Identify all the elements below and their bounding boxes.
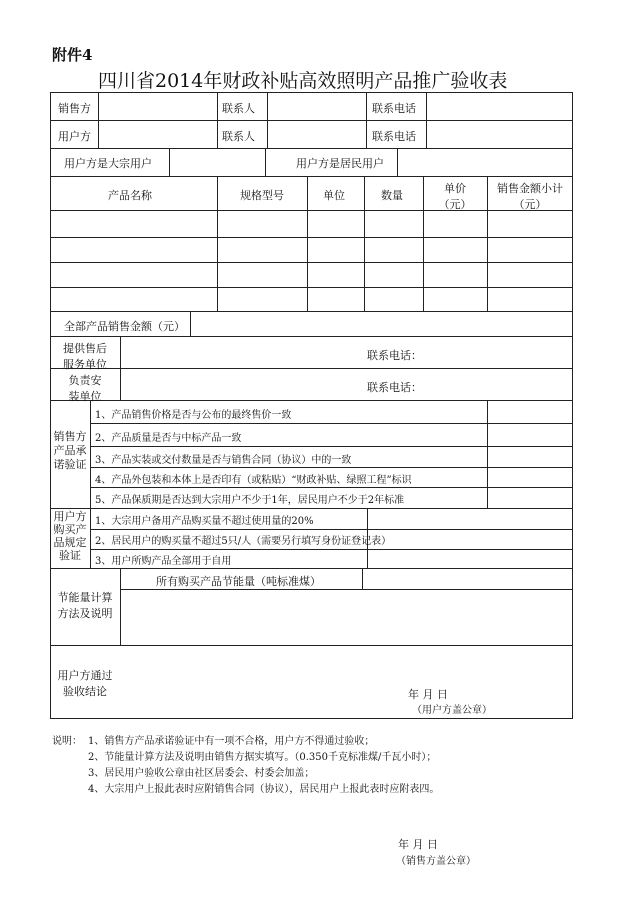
seller-commit-item-3: 3、产品实装或交付数量是否与销售合同（协议）中的一致 [95,455,352,466]
seller-label: 销售方 [58,102,91,115]
note-1: 1、销售方产品承诺验证中有一项不合格，用户方不得通过验收； [88,736,375,747]
col-subtotal-label: 销售金额小计 [497,182,563,195]
buyer-commit-label-3: 品规定 [53,536,87,549]
bulk-user-field[interactable] [173,154,261,170]
seller-commit-item-4: 4、产品外包装和本体上是否印有（或粘贴）“财政补贴、绿照工程”标识 [95,475,412,486]
col-product-name: 产品名称 [108,189,152,202]
col-unit: 单位 [323,189,345,202]
conclusion-label-2: 验收结论 [63,685,107,698]
buyer-name-field[interactable] [102,126,212,142]
buyer-commit-item-2: 2、居民用户的购买量不超过5只/人（需要另行填写身份证登记表） [95,536,392,547]
col-subtotal-unit: （元） [513,198,547,211]
page-title: 四川省2014年财政补贴高效照明产品推广验收表 [98,70,508,92]
conclusion-label-1: 用户方通过 [57,669,113,682]
note-3: 3、居民用户验收公章由社区居委会、村委会加盖； [88,768,315,779]
install-unit-label [50,372,120,404]
seller-commit-item-5: 5、产品保质期是否达到大宗用户不少于1年，居民用户不少于2年标准 [95,495,405,506]
buyer-commit-item-3: 3、用户所购产品全部用于自用 [95,556,232,567]
resident-user-label: 用户方是居民用户 [296,157,384,170]
install-unit-label-2: 装单位 [68,390,102,403]
seller-commit-label-2: 产品承 [53,444,87,457]
seller-contact-label: 联系人 [222,102,255,115]
energy-label-2: 方法及说明 [57,607,113,620]
buyer-contact-field[interactable] [271,126,361,142]
buyer-commit-label-2: 购买产 [53,523,87,536]
service-unit-field[interactable] [124,344,360,360]
bulk-user-label: 用户方是大宗用户 [64,157,152,170]
buyer-commit-item-1: 1、大宗用户备用产品购买量不超过使用量的20% [95,516,314,527]
note-2: 2、节能量计算方法及说明由销售方据实填写。（0.350千克标准煤/千瓦小时）； [88,752,437,763]
buyer-contact-label: 联系人 [222,130,255,143]
seller-contact-field[interactable] [271,98,361,114]
col-unit-price [423,180,487,212]
buyer-phone-label: 联系电话 [372,130,416,143]
seller-commit-label [50,430,90,472]
seller-commit-label-3: 诺验证 [53,458,87,471]
notes-prefix: 说明： [52,736,82,747]
energy-value-field[interactable] [366,572,568,587]
footer-seal: （销售方盖公章） [396,856,476,867]
col-subtotal [487,180,573,212]
total-amount-field[interactable] [194,316,568,332]
col-unit-price-unit: （元） [438,198,472,211]
service-phone-label: 联系电话： [367,349,422,362]
resident-user-field[interactable] [401,154,567,170]
install-unit-label-1: 负责安 [68,374,102,387]
total-amount-label: 全部产品销售金额（元） [64,320,185,333]
col-unit-price-label: 单价 [444,182,466,195]
buyer-commit-label-4: 验证 [59,549,81,562]
install-phone-label: 联系电话： [367,381,422,394]
seller-commit-label-1: 销售方 [53,430,87,443]
buyer-phone-field[interactable] [430,126,568,142]
buyer-commit-label [50,510,90,562]
footer-date: 年 月 日 [398,838,438,851]
service-unit-label-1: 提供售后 [63,342,107,355]
energy-label-1: 节能量计算 [57,591,113,604]
seller-name-field[interactable] [102,98,212,114]
note-4: 4、大宗用户上报此表时应附销售合同（协议），居民用户上报此表时应附表四。 [88,784,440,795]
seller-commit-item-2: 2、产品质量是否与中标产品一致 [95,433,242,444]
col-quantity: 数量 [381,189,403,202]
seller-phone-field[interactable] [430,98,568,114]
install-unit-field[interactable] [124,376,360,392]
energy-label [50,590,120,622]
buyer-commit-label-1: 用户方 [53,510,87,523]
conclusion-label [50,668,120,700]
conclusion-seal: （用户方盖公章） [412,705,492,716]
service-unit-label [50,340,120,372]
col-spec-model: 规格型号 [240,189,284,202]
seller-commit-item-1: 1、产品销售价格是否与公布的最终售价一致 [95,410,292,421]
service-unit-label-2: 服务单位 [63,358,107,371]
conclusion-date: 年 月 日 [408,688,448,701]
energy-header: 所有购买产品节能量（吨标准煤） [156,575,321,588]
buyer-label: 用户方 [58,130,91,143]
attachment-label: 附件4 [52,46,93,64]
seller-phone-label: 联系电话 [372,102,416,115]
